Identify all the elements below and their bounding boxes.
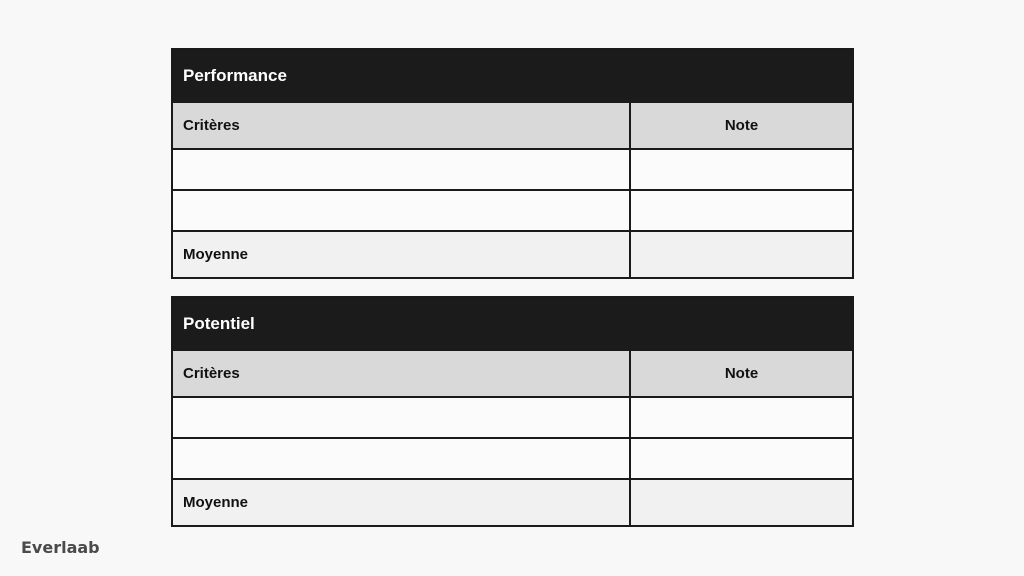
table-title-row — [172, 49, 853, 102]
note-column-header: Note — [630, 350, 853, 397]
criteria-cell[interactable] — [172, 438, 630, 479]
table-row — [172, 438, 853, 479]
table-row — [172, 397, 853, 438]
average-label: Moyenne — [172, 479, 630, 526]
note-cell[interactable] — [630, 397, 853, 438]
table-row — [172, 149, 853, 190]
note-cell[interactable] — [630, 190, 853, 231]
criteria-cell[interactable] — [172, 397, 630, 438]
table-title-row — [172, 297, 853, 350]
note-cell[interactable] — [630, 438, 853, 479]
average-row — [172, 231, 853, 278]
average-label: Moyenne — [172, 231, 630, 278]
table-header-row — [172, 102, 853, 149]
performance-table — [171, 48, 854, 279]
average-value-cell[interactable] — [630, 231, 853, 278]
criteria-column-header: Critères — [172, 350, 630, 397]
criteria-column-header: Critères — [172, 102, 630, 149]
criteria-cell[interactable] — [172, 190, 630, 231]
average-value-cell[interactable] — [630, 479, 853, 526]
brand-logo-text: Everlaab — [21, 538, 100, 557]
note-cell[interactable] — [630, 149, 853, 190]
table-title: Performance — [172, 49, 853, 102]
table-header-row — [172, 350, 853, 397]
table-row — [172, 190, 853, 231]
potentiel-table — [171, 296, 854, 527]
note-column-header: Note — [630, 102, 853, 149]
table-title: Potentiel — [172, 297, 853, 350]
average-row — [172, 479, 853, 526]
criteria-cell[interactable] — [172, 149, 630, 190]
